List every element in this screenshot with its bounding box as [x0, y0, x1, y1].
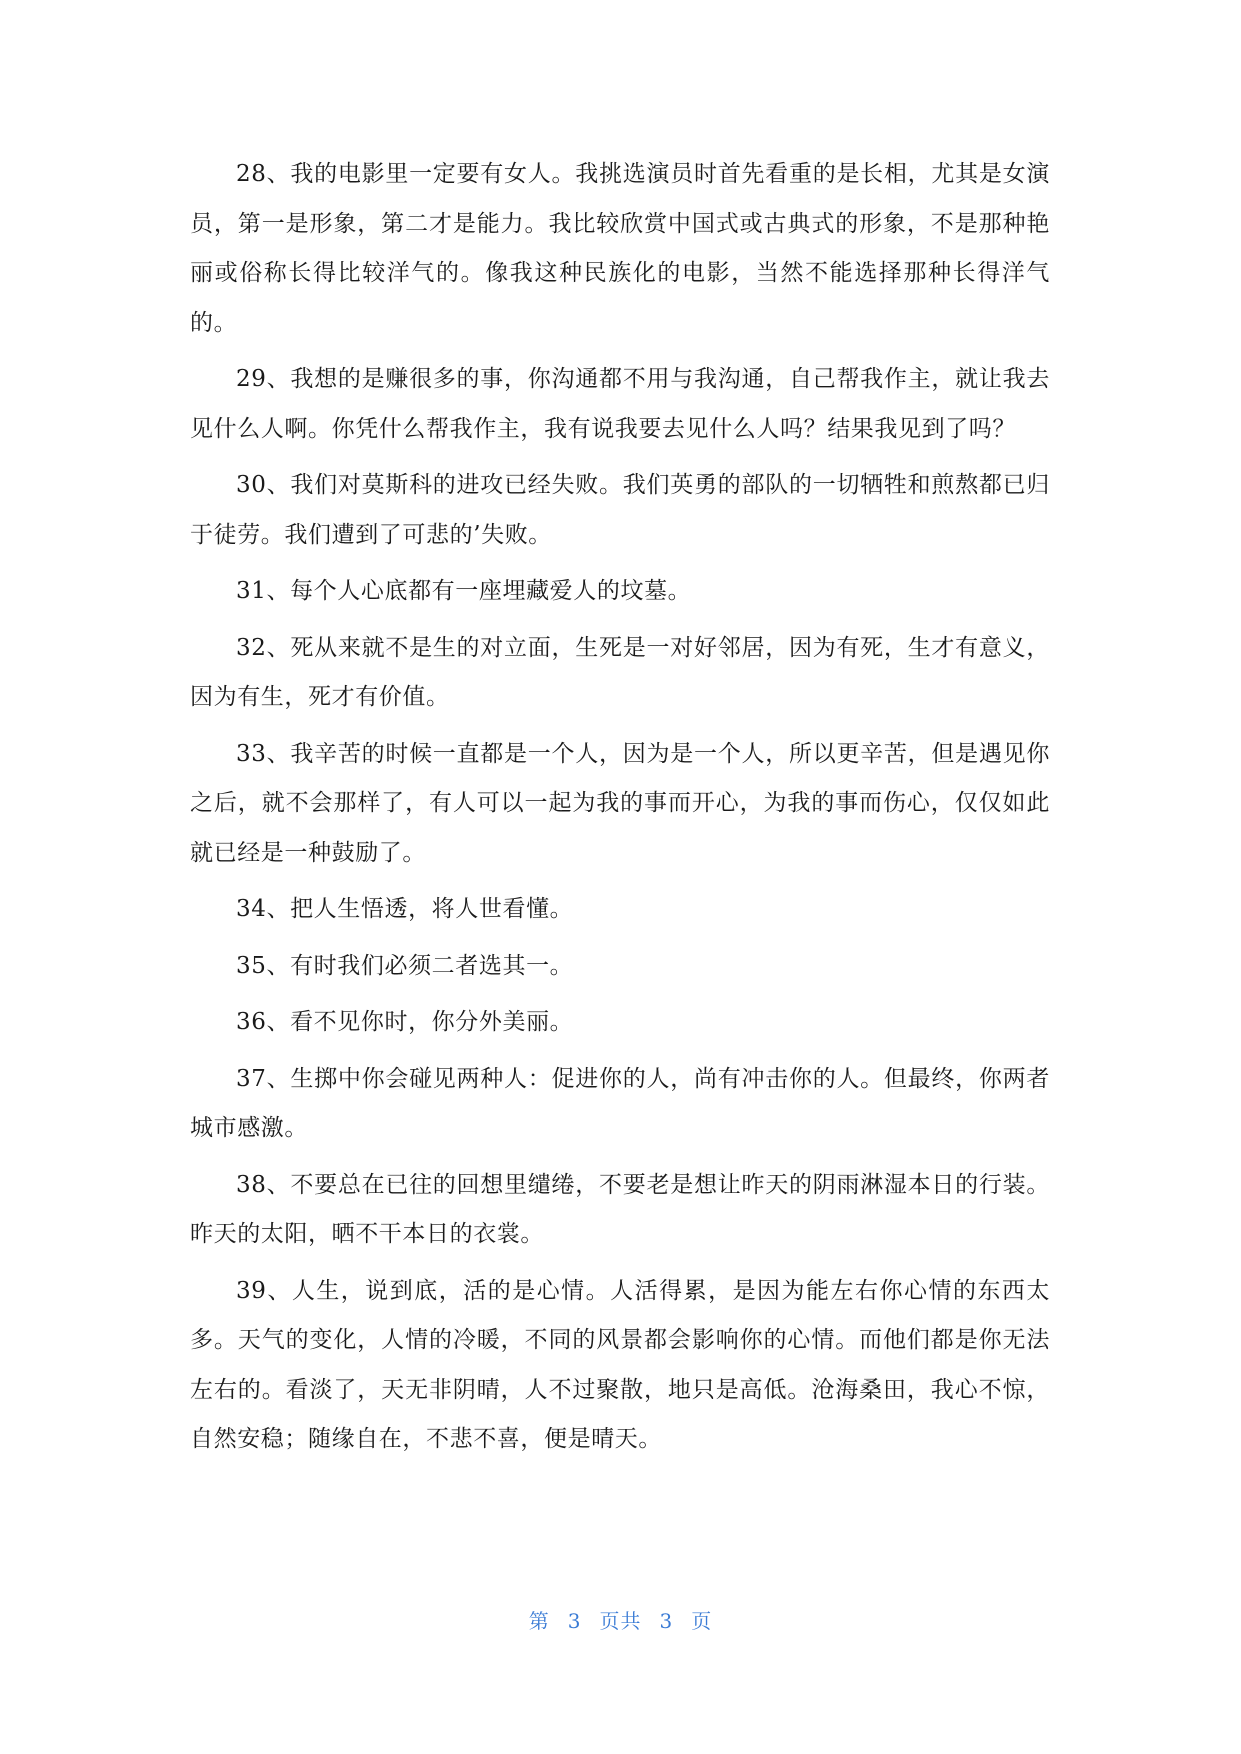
paragraph-34: 34、把人生悟透，将人世看懂。 — [236, 896, 574, 922]
paragraph-31: 31、每个人心底都有一座埋藏爱人的坟墓。 — [236, 578, 692, 604]
paragraph-33: 33、我辛苦的时候一直都是一个人，因为是一个人，所以更辛苦，但是遇见你之后，就不会那样了，有人可以一起为我的事而开心，为我的事而伤心，仅仅如此就已经是一种鼓励了。 — [190, 740, 1050, 866]
paragraph-35: 35、有时我们必须二者选其一。 — [236, 952, 574, 979]
paragraph-38: 38、不要总在已往的回想里缱绻，不要老是想让昨天的阴雨淋湿本日的行装。昨天的太阳，晒不干本日的衣裳。 — [190, 1171, 1050, 1247]
paragraph-30: 30、我们对莫斯科的进攻已经失败。我们英勇的部队的一切牺牲和煎熬都已归于徒劳。我们遭到了可悲的’失败。 — [190, 472, 1050, 548]
paragraph-32: 32、死从来就不是生的对立面，生死是一对好邻居，因为有死，生才有意义，因为有生，死才有价值。 — [190, 634, 1050, 710]
paragraph-39: 39、人生，说到底，活的是心情。人活得累，是因为能左右你心情的东西太多。天气的变化，人情的冷暖，不同的风景都会影响你的心情。而他们都是你无法左右的。看淡了，天无非阴晴，人不过聚散，地只是高低。沧海桑田，我心不惊，自然安稳；随缘自在，不悲不喜，便是晴天。 — [190, 1277, 1050, 1452]
paragraph-37: 37、生掷中你会碰见两种人：促进你的人，尚有冲击你的人。但最终，你两者城市感激。 — [190, 1065, 1050, 1141]
footer-middle: 页共 — [599, 1609, 642, 1633]
page-content — [190, 150, 1050, 1472]
footer-prefix: 第 — [528, 1609, 550, 1633]
page-footer — [0, 1605, 1241, 1634]
footer-total-pages: 3 — [659, 1609, 674, 1633]
footer-current-page: 3 — [567, 1609, 582, 1633]
paragraph-36: 36、看不见你时，你分外美丽。 — [236, 1009, 574, 1035]
paragraph-28: 28、我的电影里一定要有女人。我挑选演员时首先看重的是长相，尤其是女演员，第一是形象，第二才是能力。我比较欣赏中国式或古典式的形象，不是那种艳丽或俗称长得比较洋气的。像我这种民族化的电影，当然不能选择那种长得洋气的。 — [190, 161, 1050, 336]
footer-suffix: 页 — [691, 1609, 713, 1633]
paragraph-29: 29、我想的是赚很多的事，你沟通都不用与我沟通，自己帮我作主，就让我去见什么人啊。你凭什么帮我作主，我有说我要去见什么人吗？结果我见到了吗？ — [190, 366, 1050, 442]
